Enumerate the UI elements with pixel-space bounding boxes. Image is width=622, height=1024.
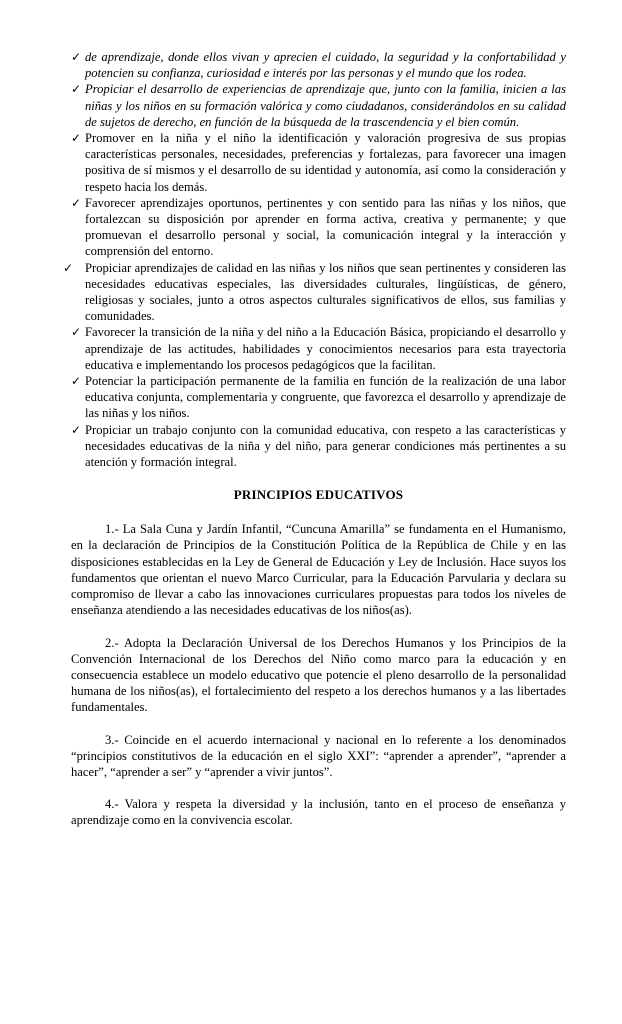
section-title: PRINCIPIOS EDUCATIVOS xyxy=(233,487,404,503)
objectives-checklist xyxy=(63,49,566,470)
checklist-item-text: Propiciar el desarrollo de experiencias de aprendizaje que, junto con la familia, inicien a las niñas y los niños en su formación valórica y como ciudadanos, considerándolos en su calidad de sujetos de derecho, en función de la búsqueda de la trascendencia y el bien común. xyxy=(85,82,566,129)
checklist-item xyxy=(71,81,566,130)
checkmark-icon: ✓ xyxy=(71,325,82,340)
checkmark-icon: ✓ xyxy=(71,50,82,64)
principle-paragraph: 1.- La Sala Cuna y Jardín Infantil, “Cuncuna Amarilla” se fundamenta en el Humanismo, en la declaración de Principios de la Constitución Política de la República de Chile y en las disposiciones establecidas en la Ley de General de Educación y Ley de Inclusión. Hace suyos los fundamentos que orientan el nuevo Marco Curricular, para la Educación Parvularia y declara su compromiso de llevar a cabo las innovaciones curriculares propuestas para todos los niveles de enseñanza atendiendo a las necesidades educativas de los niños(as). xyxy=(71,522,566,618)
checklist-item-text: Potenciar la participación permanente de la familia en función de la realización de una labor educativa conjunta, complementaria y congruente, que favorezca el desarrollo y aprendizaje de las niñas y los niños. xyxy=(85,374,566,421)
checklist-item-text: de aprendizaje, donde ellos vivan y aprecien el cuidado, la seguridad y la confortabilidad y potencien su confianza, curiosidad e interés por las personas y el mundo que los rodea. xyxy=(85,50,566,81)
checklist-item xyxy=(63,260,566,325)
principle-paragraph: 4.- Valora y respeta la diversidad y la inclusión, tanto en el proceso de enseñanza y aprendizaje como en la convivencia escolar. xyxy=(71,797,566,828)
checklist-item xyxy=(71,422,566,471)
checklist-item xyxy=(71,49,566,81)
checklist-item xyxy=(71,195,566,260)
checkmark-icon: ✓ xyxy=(71,195,82,210)
checkmark-icon: ✓ xyxy=(71,422,82,437)
checklist-item xyxy=(71,130,566,195)
checklist-item-text: Favorecer aprendizajes oportunos, pertinentes y con sentido para las niñas y los niños, que fortalezcan su disposición por aprender en forma activa, creativa y permanente; y que promuevan el desarrollo personal y social, la comunicación integral y la interacción y comprensión del entorno. xyxy=(85,195,566,259)
checkmark-icon: ✓ xyxy=(71,131,82,146)
checklist-item-text: Propiciar aprendizajes de calidad en las niñas y los niños que sean pertinentes y consideren las necesidades educativas especiales, las diversidades culturales, lingüísticas, de género, religiosas y sociales, junto a otros aspectos culturales significativos de ellos, sus familias y comunidades. xyxy=(85,260,566,324)
checkmark-icon: ✓ xyxy=(71,374,82,389)
checkmark-icon: ✓ xyxy=(71,82,82,97)
checklist-item xyxy=(71,373,566,422)
checkmark-icon: ✓ xyxy=(63,260,74,275)
checklist-item-text: Favorecer la transición de la niña y del niño a la Educación Básica, propiciando el desarrollo y aprendizaje de las actitudes, habilidades y conocimientos necesarios para esta trayectoria educativa e implementando los procesos pedagógicos que la facilitan. xyxy=(85,325,566,372)
checklist-item-text: Propiciar un trabajo conjunto con la comunidad educativa, con respeto a las características y necesidades educativas de la niña y del niño, para generar condiciones más pertinentes a su atención y formación integral. xyxy=(85,422,566,470)
principle-paragraph: 2.- Adopta la Declaración Universal de los Derechos Humanos y los Principios de la Convención Internacional de los Derechos del Niño como marco para la educación y en consecuencia establece un modelo educativo que potencie el pleno desarrollo de la personalidad humana de los niños(as), el fortalecimiento del respeto a los derechos humanos y a las libertades fundamentales. xyxy=(71,635,566,715)
principle-paragraph: 3.- Coincide en el acuerdo internacional y nacional en lo referente a los denominados “principios constitutivos de la educación en el siglo XXI”: “aprender a aprender”, “aprender a hacer”, “aprender a ser” y “aprender a vivir juntos”. xyxy=(71,732,566,779)
checklist-item xyxy=(71,324,566,373)
checklist-item-text: Promover en la niña y el niño la identificación y valoración progresiva de sus propias características personales, necesidades, preferencias y fortalezas, para favorecer una imagen positiva de sí mismos y el desarrollo de su identidad y autonomía, así como la consideración y respeto hacia los demás. xyxy=(85,131,566,194)
